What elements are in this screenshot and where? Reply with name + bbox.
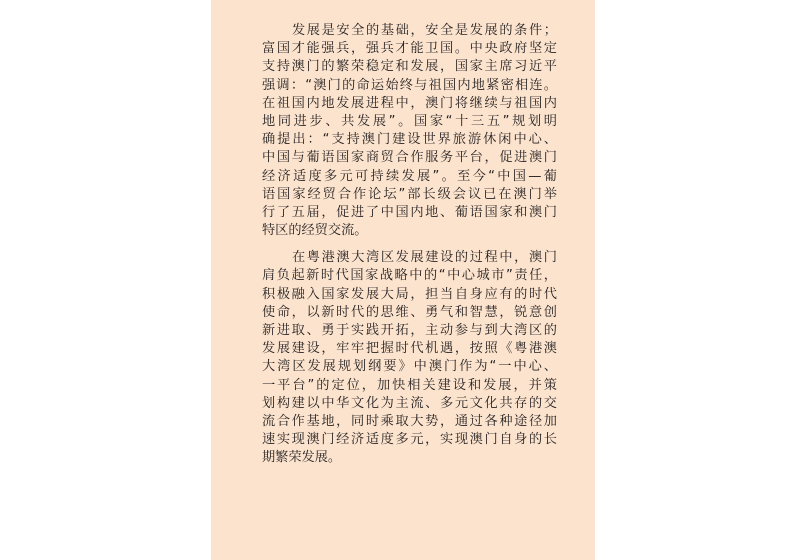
text-line: 在粤港澳大湾区发展建设的过程中，澳门: [292, 250, 557, 266]
text-line: 大湾区发展规划纲要》中澳门作为“一中心、: [262, 359, 557, 375]
text-line: 期繁荣发展。: [262, 450, 342, 466]
text-line: 流合作基地，同时乘取大势，通过各种途径加: [262, 413, 557, 429]
text-line: 语国家经贸合作论坛”部长级会议已在澳门举: [262, 186, 557, 202]
paragraph-gap: [262, 240, 557, 249]
book-page: [211, 0, 595, 560]
paragraph-1: [262, 22, 557, 240]
text-line: 经济适度多元可持续发展”。至今“中国—葡: [262, 168, 557, 184]
body-text: [262, 22, 557, 468]
text-line: 一平台”的定位，加快相关建设和发展，并策: [262, 377, 557, 393]
text-line: 富国才能强兵，强兵才能卫国。中央政府坚定: [262, 41, 557, 57]
text-line: 地同进步、共发展”。国家“十三五”规划明: [262, 113, 557, 129]
paragraph-2: [262, 249, 557, 467]
text-line: 速实现澳门经济适度多元，实现澳门自身的长: [262, 432, 557, 448]
text-line: 发展建设，牢牢把握时代机遇，按照《粤港澳: [262, 341, 557, 357]
text-line: 在祖国内地发展进程中，澳门将继续与祖国内: [262, 95, 557, 111]
text-line: 强调：“澳门的命运始终与祖国内地紧密相连。: [262, 77, 557, 93]
text-line: 新进取、勇于实践开拓，主动参与到大湾区的: [262, 323, 557, 338]
text-line: 肩负起新时代国家战略中的“中心城市”责任，: [262, 268, 557, 284]
text-line: 划构建以中华文化为主流、多元文化共存的交: [262, 395, 557, 411]
text-line: 使命，以新时代的思维、勇气和智慧，锐意创: [262, 304, 557, 320]
text-line: 中国与葡语国家商贸合作服务平台，促进澳门: [262, 150, 557, 166]
text-line: 支持澳门的繁荣稳定和发展，国家主席习近平: [262, 59, 557, 75]
text-line: 积极融入国家发展大局，担当自身应有的时代: [262, 286, 557, 302]
text-line: 特区的经贸交流。: [262, 223, 368, 239]
text-line: 行了五届，促进了中国内地、葡语国家和澳门: [262, 204, 557, 220]
text-line: 发展是安全的基础，安全是发展的条件；: [292, 23, 557, 38]
text-line: 确提出：“支持澳门建设世界旅游休闲中心、: [262, 132, 557, 148]
